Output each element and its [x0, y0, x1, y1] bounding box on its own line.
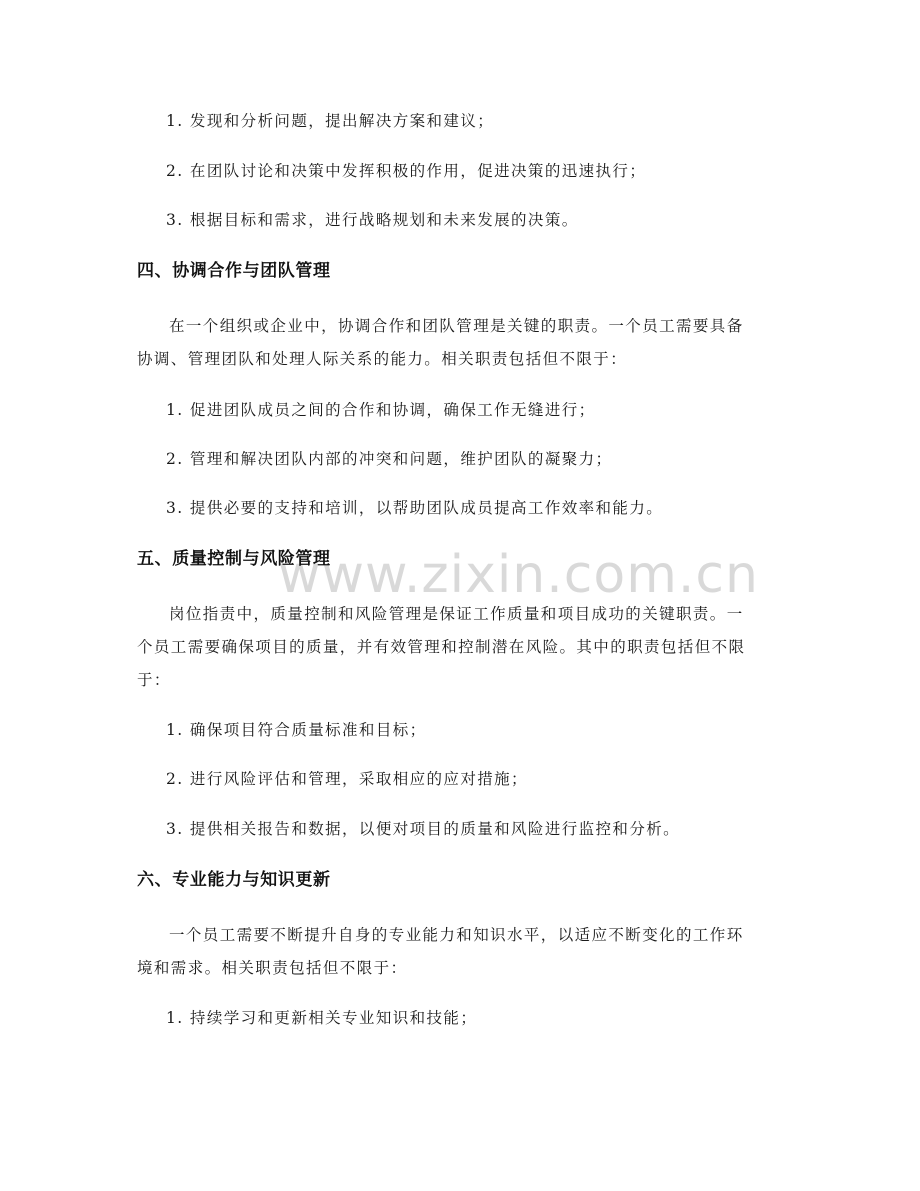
section-heading: 五、质量控制与风险管理: [137, 549, 331, 569]
section-heading: 六、专业能力与知识更新: [137, 870, 331, 890]
list-item: 3. 提供必要的支持和培训，以帮助团队成员提高工作效率和能力。: [166, 499, 664, 517]
list-item: 3. 根据目标和需求，进行战略规划和未来发展的决策。: [166, 211, 579, 229]
list-item: 2. 管理和解决团队内部的冲突和问题，维护团队的凝聚力；: [166, 450, 613, 468]
paragraph-line: 岗位指责中，质量控制和风险管理是保证工作质量和项目成功的关键职责。一: [169, 605, 744, 623]
list-item: 2. 在团队讨论和决策中发挥积极的作用，促进决策的迅速执行；: [166, 162, 647, 180]
paragraph-line: 一个员工需要不断提升自身的专业能力和知识水平，以适应不断变化的工作环: [169, 926, 744, 944]
list-item: 1. 持续学习和更新相关专业知识和技能；: [166, 1009, 478, 1027]
list-item: 1. 促进团队成员之间的合作和协调，确保工作无缝进行；: [166, 401, 596, 419]
list-item: 1. 发现和分析问题，提出解决方案和建议；: [166, 112, 495, 130]
watermark: www.zixin.com.cn: [278, 545, 759, 605]
list-item: 3. 提供相关报告和数据，以便对项目的质量和风险进行监控和分析。: [166, 820, 681, 838]
paragraph-line: 境和需求。相关职责包括但不限于：: [137, 959, 408, 977]
paragraph-line: 在一个组织或企业中，协调合作和团队管理是关键的职责。一个员工需要具备: [169, 317, 744, 335]
paragraph-line: 个员工需要确保项目的质量，并有效管理和控制潜在风险。其中的职责包括但不限: [137, 638, 746, 656]
paragraph-line: 于：: [137, 671, 171, 689]
list-item: 2. 进行风险评估和管理，采取相应的应对措施；: [166, 770, 528, 788]
paragraph-line: 协调、管理团队和处理人际关系的能力。相关职责包括但不限于：: [137, 350, 628, 368]
section-heading: 四、协调合作与团队管理: [137, 261, 331, 281]
list-item: 1. 确保项目符合质量标准和目标；: [166, 721, 427, 739]
